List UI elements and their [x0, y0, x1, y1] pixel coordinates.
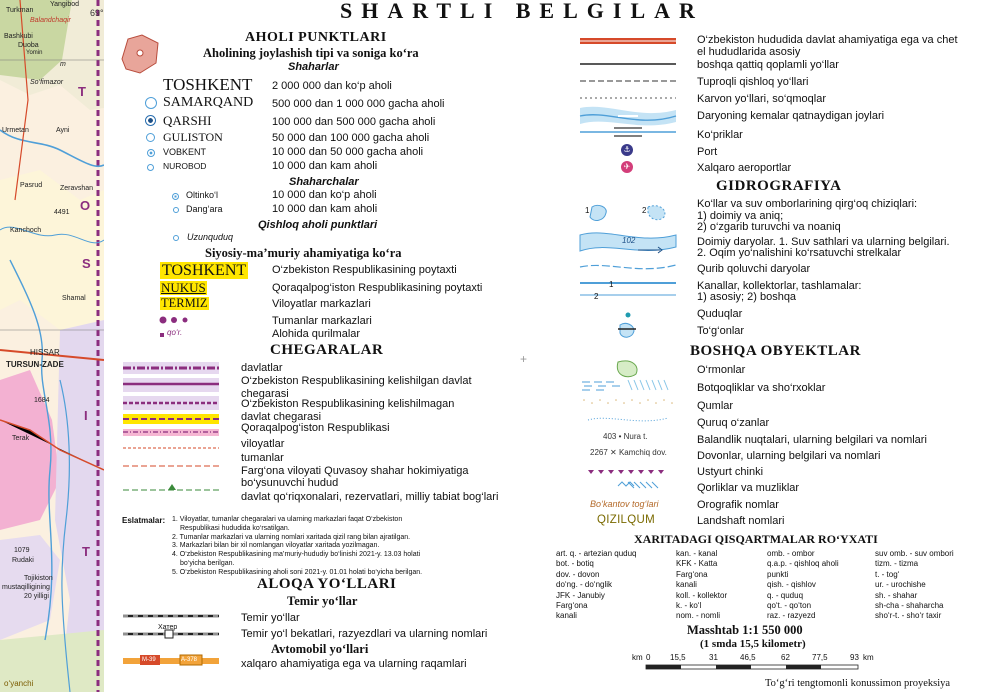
hydro-mark: 1 — [585, 206, 590, 215]
region-shape-icon — [118, 33, 162, 75]
abbr-item: qish. - qishlov — [767, 580, 816, 590]
scale-tick: 46,5 — [740, 653, 756, 662]
avto-heading: Avtomobil yo‘llari — [271, 642, 369, 656]
scale-tick: 77,5 — [812, 653, 828, 662]
svg-text:Terak: Terak — [12, 435, 30, 442]
hydro-mark: 1 — [609, 280, 614, 289]
hydro-swatches — [578, 195, 688, 345]
other-label: Dovonlar, ularning belgilari va nomlari — [697, 450, 881, 462]
admin-desc: Tumanlar markazlari — [272, 315, 372, 327]
road-code: A-378 — [181, 657, 198, 663]
svg-text:1079: 1079 — [14, 547, 30, 554]
city-name: TOSHKENT — [163, 75, 253, 94]
town-name: Oltinko‘l — [186, 190, 219, 200]
river-label: Daryoning kemalar qatnaydigan joylari — [697, 110, 885, 122]
svg-text:Kanchoch: Kanchoch — [10, 227, 42, 234]
hydro-mark: 102 — [622, 236, 636, 245]
town-name: Dang‘ara — [186, 204, 223, 214]
border-label: tumanlar — [241, 452, 284, 464]
border-label: O‘zbekiston Respublikasining kelishilmagan davlat chegarasi — [241, 398, 455, 423]
port-label: Port — [697, 146, 718, 158]
svg-text:mustaqilligining: mustaqilligining — [2, 584, 50, 591]
bridge-label: Ko‘priklar — [697, 129, 743, 141]
abbr-item: Farg‘ona — [676, 569, 708, 579]
svg-text:O: O — [80, 198, 91, 213]
scale-bar — [645, 664, 860, 670]
svg-text:m: m — [60, 61, 66, 68]
abbr-item: do‘ng. - do‘nglik — [556, 580, 613, 590]
city-small-icon — [147, 164, 154, 171]
hydro-mark: 2 — [594, 292, 599, 301]
abbr-item: sh. - shahar — [875, 590, 918, 600]
abbr-item: raz. - razyezd — [767, 611, 816, 621]
facility-icon — [160, 333, 164, 337]
gidro-title: GIDROGRAFIYA — [716, 178, 842, 194]
scale-subtitle: (1 smda 15,5 kilometr) — [700, 638, 806, 650]
port-icon: ⚓ — [621, 144, 633, 156]
svg-text:TURSUN-ZADE: TURSUN-ZADE — [6, 360, 64, 369]
note-line: 2. Tumanlar markazlari va ularning nomlari xaritada qizil rang bilan ajratilgan. — [172, 533, 411, 541]
svg-text:Urmetan: Urmetan — [2, 127, 29, 134]
orographic-sample: Bo‘kantov tog‘lari — [590, 499, 659, 509]
chegaralar-title: CHEGARALAR — [270, 342, 384, 358]
city-name: QARSHI — [163, 113, 212, 128]
hydro-label: Ko‘llar va suv omborlarining qirg‘oq chiziqlari: — [697, 198, 918, 210]
abbr-item: kan. - kanal — [676, 549, 718, 558]
town-large-icon — [172, 193, 179, 200]
city-name: NUROBOD — [163, 161, 207, 171]
city-100k-icon — [145, 115, 156, 126]
road-label: O‘zbekiston hududida davlat ahamiyatiga ega va chet el hududlarida asosiy — [697, 34, 958, 58]
abbr-item: kanali — [676, 580, 697, 590]
abbr-item: bot. - botiq — [556, 559, 594, 569]
abbr-item: punkti — [767, 569, 789, 579]
svg-text:Rudaki: Rudaki — [12, 557, 34, 564]
abbr-item: suv omb. - suv ombori — [875, 549, 954, 558]
svg-text:Duoba: Duoba — [18, 42, 39, 49]
town-small-icon — [173, 207, 179, 213]
scale-tick: 31 — [709, 653, 718, 662]
other-label: Botqoqliklar va sho‘rxoklar — [697, 382, 826, 394]
abbr-title: XARITADAGI QISQARTMALAR RO‘YXATI — [634, 532, 878, 546]
scale-tick: 15,5 — [670, 653, 686, 662]
qishloq-heading: Qishloq aholi punktlari — [258, 219, 378, 231]
svg-text:HISSAR: HISSAR — [30, 348, 60, 357]
border-label: viloyatlar — [241, 438, 285, 450]
map-strip — [0, 0, 104, 692]
hydro-label: 1) doimiy va aniq; — [697, 210, 784, 222]
abbr-column — [556, 549, 637, 622]
border-label: Qoraqalpog‘iston Respublikasi — [241, 422, 390, 434]
railway-swatches — [120, 608, 230, 668]
temir-heading: Temir yo‘llar — [287, 594, 358, 608]
siyosiy-heading: Siyosiy-ma’muriy ahamiyatiga ko‘ra — [205, 246, 402, 260]
city-desc: 10 000 dan kam aholi — [272, 160, 378, 172]
note-line: 1. Viloyatlar, tumanlar chegaralari va ularning markazlari faqat O‘zbekiston — [172, 516, 403, 523]
other-label: Quruq o‘zanlar — [697, 417, 770, 429]
region-center-label: TERMIZ — [161, 296, 208, 310]
notes-block — [172, 516, 422, 578]
abbr-item: dov. - dovon — [556, 569, 600, 579]
svg-text:Pasrud: Pasrud — [20, 182, 43, 189]
airport-label: Xalqaro aeroportlar — [697, 162, 792, 174]
abbr-item: ur. - urochishe — [875, 580, 926, 590]
abbr-item: k. - ko‘l — [676, 601, 702, 611]
city-10k-icon — [147, 149, 155, 157]
aholi-title: AHOLI PUNKTLARI — [245, 30, 387, 45]
crosshair-mark: + — [520, 352, 528, 366]
hydro-label: Quduqlar — [697, 308, 743, 320]
svg-text:Yangibod: Yangibod — [50, 1, 80, 8]
road-label: Karvon yo‘llari, so‘qmoqlar — [697, 93, 826, 105]
city-desc: 10 000 dan 50 000 gacha aholi — [272, 146, 424, 158]
district-center-icon — [158, 315, 194, 325]
border-label: davlat qo‘riqxonalari, rezervatlari, milliy tabiat bog‘lari — [241, 491, 499, 503]
note-line: 4. O‘zbekiston Respublikasining ma’muriy-hududiy bo‘linishi 2021-y. 13.03 holati — [172, 551, 421, 559]
scale-tick: 62 — [781, 653, 790, 662]
other-label: Qorliklar va muzliklar — [697, 482, 800, 494]
svg-text:o‘yanchi: o‘yanchi — [4, 679, 34, 688]
svg-text:Balandchaqir: Balandchaqir — [30, 17, 71, 24]
city-desc: 100 000 dan 500 000 gacha aholi — [272, 116, 436, 128]
scale-unit: km — [632, 653, 643, 662]
border-label: davlatlar — [241, 362, 283, 374]
aloqa-title: ALOQA YO‘LLARI — [257, 576, 397, 592]
boshqa-title: BOSHQA OBYEKTLAR — [690, 343, 861, 359]
svg-text:20 yilligi: 20 yilligi — [24, 593, 49, 600]
town-desc: 10 000 dan ko‘p aholi — [272, 189, 377, 201]
other-label: Ustyurt chinki — [697, 466, 764, 478]
landscape-sample: QIZILQUM — [597, 514, 655, 526]
abbr-item: q. - quduq — [767, 590, 804, 600]
hydro-mark: 2 — [642, 206, 647, 215]
svg-text:Ayni: Ayni — [56, 127, 70, 134]
city-50k-icon — [146, 133, 155, 142]
road-swatches — [578, 28, 688, 178]
city-desc: 500 000 dan 1 000 000 gacha aholi — [272, 98, 445, 110]
admin-desc: Viloyatlar markazlari — [272, 298, 371, 310]
admin-desc: Alohida qurilmalar — [272, 328, 361, 340]
hydro-label: To‘g‘onlar — [697, 325, 745, 337]
admin-desc: O‘zbekiston Respublikasining poytaxti — [272, 264, 457, 276]
village-name: Uzunquduq — [187, 232, 234, 242]
abbr-item: art. q. - artezian quduq — [556, 549, 637, 558]
railway-label: Temir yo‘llar — [241, 612, 300, 624]
svg-text:69°: 69° — [90, 8, 104, 18]
shaharlar-heading: Shaharlar — [288, 61, 339, 73]
svg-text:T: T — [78, 84, 86, 99]
abbr-column — [767, 549, 839, 622]
svg-text:So‘fimazor: So‘fimazor — [30, 79, 64, 86]
abbr-item: Farg‘ona — [556, 601, 588, 611]
border-label: O‘zbekiston Respublikasining kelishilgan davlat chegarasi — [241, 375, 472, 400]
scale-unit: km — [863, 653, 874, 662]
scale-title: Masshtab 1:1 550 000 — [687, 623, 803, 637]
border-swatches — [120, 360, 230, 510]
map-fragment — [0, 0, 104, 692]
svg-text:I: I — [84, 408, 88, 423]
aholi-subtitle: Aholining joylashish tipi va soniga ko‘ra — [203, 46, 419, 60]
other-label: Orografik nomlar — [697, 499, 779, 511]
abbr-item: kanali — [556, 611, 577, 621]
village-icon — [173, 235, 179, 241]
road-code: M-39 — [142, 657, 156, 663]
hydro-label: Kanallar, kollektorlar, tashlamalar: — [697, 280, 862, 292]
republic-capital-label: NUKUS — [161, 280, 206, 295]
other-label: Landshaft nomlari — [697, 515, 785, 527]
hydro-label: Qurib qoluvchi daryolar — [697, 263, 811, 275]
svg-text:4491: 4491 — [54, 209, 70, 216]
city-name: GULISTON — [163, 130, 223, 144]
note-line: 5. O‘zbekiston Respublikasining aholi soni 2021-y. 01.01 holati bo‘yicha berilgan. — [172, 568, 423, 576]
scale-tick: 0 — [646, 653, 651, 662]
abbr-item: JFK - Janubiy — [556, 590, 605, 600]
border-label: Farg‘ona viloyati Quvasoy shahar hokimiyatiga bo‘ysunuvchi hudud — [241, 465, 469, 489]
svg-text:Bashkubi: Bashkubi — [4, 33, 33, 40]
svg-text:Zeravshan: Zeravshan — [60, 185, 94, 192]
svg-text:Turkman: Turkman — [6, 7, 34, 14]
note-line: bo‘yicha berilgan. — [180, 559, 235, 567]
abbr-item: omb. - ombor — [767, 549, 815, 558]
city-name: VOBKENT — [163, 147, 207, 157]
capital-label: TOSHKENT — [162, 262, 247, 279]
other-label: Qumlar — [697, 400, 734, 412]
admin-desc: Qoraqalpog‘iston Respublikasining poytaxti — [272, 282, 483, 294]
abbr-item: sh-cha - shaharcha — [875, 601, 944, 611]
abbr-column — [676, 549, 727, 622]
city-500k-icon — [145, 97, 157, 109]
city-name: SAMARQAND — [163, 95, 254, 110]
svg-text:T: T — [82, 544, 90, 559]
abbr-item: q.a.p. - qishloq aholi — [767, 559, 839, 569]
facility-label: qo‘r. — [167, 328, 183, 337]
note-line: Respublikasi hududida ko‘rsatilgan. — [180, 524, 290, 532]
town-desc: 10 000 dan kam aholi — [272, 203, 378, 215]
hydro-label: 2) o‘zgarib turuvchi va noaniq — [697, 221, 841, 233]
shaharchalar-heading: Shaharchalar — [289, 176, 359, 188]
scale-tick: 93 — [850, 653, 859, 662]
abbr-item: nom. - nomli — [676, 611, 721, 621]
other-label: O‘rmonlar — [697, 364, 746, 376]
abbr-item: qo‘t. - qo‘ton — [767, 601, 812, 611]
abbr-item: koll. - kollektor — [676, 590, 728, 600]
abbr-item: KFK - Katta — [676, 559, 718, 569]
city-desc: 2 000 000 dan ko‘p aholi — [272, 80, 392, 92]
svg-text:Shamal: Shamal — [62, 295, 86, 302]
abbr-item: t. - tog‘ — [875, 569, 900, 579]
pass-symbol: 2267 ✕ Kamchiq dov. — [590, 448, 667, 457]
road-label: Tuproqli qishloq yo‘llari — [697, 76, 809, 88]
notes-label: Eslatmalar: — [122, 516, 166, 525]
city-desc: 50 000 dan 100 000 gacha aholi — [272, 132, 430, 144]
other-label: Balandlik nuqtalari, ularning belgilari va nomlari — [697, 434, 927, 446]
svg-text:S: S — [82, 256, 91, 271]
hydro-label: 2. Oqim yo‘nalishini ko‘rsatuvchi strelkalar — [697, 247, 902, 259]
airport-icon: ✈ — [621, 161, 633, 173]
note-line: 3. Markazlari bilan bir xil nomlangan viloyatlar xaritada yozilmagan. — [172, 542, 380, 550]
abbr-column — [875, 549, 954, 622]
svg-text:1684: 1684 — [34, 397, 50, 404]
abbr-item: sho‘r-t. - sho‘r taxir — [875, 611, 942, 621]
road-label: xalqaro ahamiyatiga ega va ularning raqamlari — [241, 658, 467, 670]
main-title: SHARTLI BELGILAR — [340, 0, 704, 23]
svg-text:Yomin: Yomin — [26, 50, 43, 56]
projection-note: To‘g‘ri tengtomonli konussimon proyeksiya — [765, 678, 951, 689]
hydro-label: 1) asosiy; 2) boshqa — [697, 291, 797, 303]
abbr-item: tizm. - tizma — [875, 559, 919, 569]
road-label: boshqa qattiq qoplamli yo‘llar — [697, 59, 839, 71]
hydro-label: Doimiy daryolar. 1. Suv sathlari va ularning belgilari. — [697, 236, 950, 248]
height-symbol: 403 • Nura t. — [603, 432, 648, 441]
railway-label: Temir yo‘l bekatlari, razyezdlari va ularning nomlari — [241, 628, 488, 640]
station-name: Хатер — [158, 624, 178, 631]
svg-text:Tojikiston: Tojikiston — [24, 575, 53, 582]
